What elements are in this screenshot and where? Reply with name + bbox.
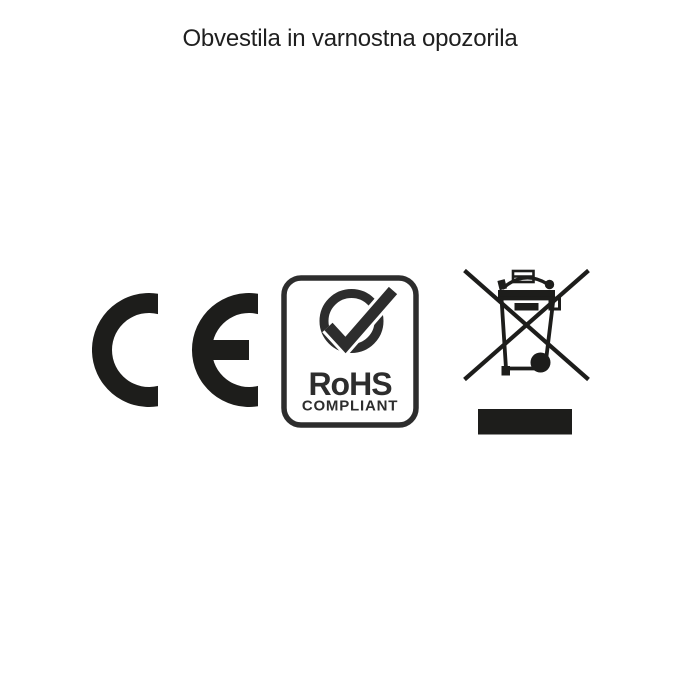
weee-bin-icon <box>461 265 596 437</box>
ce-letter-e-bar <box>212 340 249 360</box>
bin-foot <box>502 366 511 376</box>
ce-letter-c <box>92 293 158 407</box>
bin-body-bar <box>515 303 539 311</box>
page-title: Obvestila in varnostna opozorila <box>182 25 518 52</box>
bin-lid-knob <box>545 280 554 289</box>
rohs-label: RoHS <box>308 366 392 402</box>
rohs-compliant-badge <box>281 275 419 428</box>
ce-mark-icon <box>92 293 262 407</box>
rohs-sublabel: COMPLIANT <box>301 397 399 415</box>
weee-underline-bar <box>478 409 572 435</box>
bin-wheel <box>531 353 551 373</box>
bin-lid-latch <box>497 279 507 290</box>
